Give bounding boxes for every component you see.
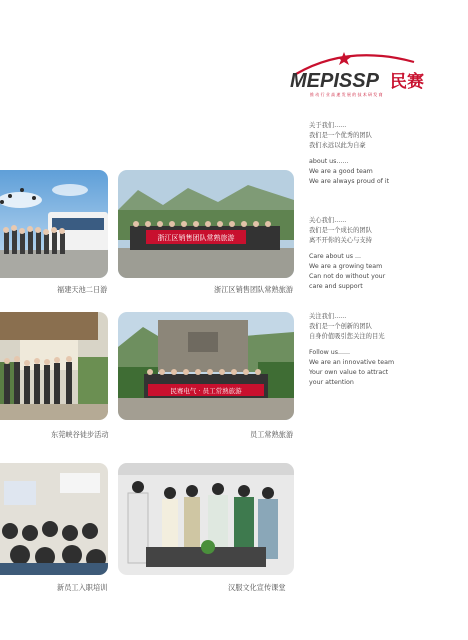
logo-tagline: 推 动 行 业 高 速 发 展 的 技 术 研 发 商 (310, 92, 383, 97)
block-line-cn: 离不开你的关心与支持 (309, 237, 372, 244)
block-line-en: your attention (309, 379, 354, 386)
block-line-en: We are an innovative team (309, 359, 395, 366)
block-line-en: We are a growing team (309, 263, 383, 270)
block-line-cn: 关注我们...... (309, 313, 347, 320)
caption-zhejiang-team: 浙江区销售团队常熟旅游 (214, 285, 294, 294)
follow-us-block (309, 312, 459, 388)
about-us-block (309, 121, 459, 187)
company-logo (288, 50, 438, 104)
caption-canyon-hike: 东莞峡谷徒步活动 (51, 430, 109, 439)
logo-wordmark: MEPISSP (290, 70, 379, 92)
block-line-cn: 我们永远以此为自豪 (309, 142, 366, 149)
photo-fujian-trip (0, 170, 108, 278)
block-line-en: care and support (309, 283, 363, 290)
caption-new-staff-training: 新员工入职培训 (57, 583, 108, 592)
block-line-cn: 我们是一个成长的团队 (309, 227, 372, 234)
block-line-en: Your own value to attract (309, 369, 389, 376)
block-line-en: We are always proud of it (309, 178, 390, 185)
block-line-en: about us...... (309, 158, 349, 165)
caption-fujian-trip: 福建天池二日游 (57, 285, 108, 294)
photo-zhejiang-team (118, 170, 294, 278)
block-line-cn: 关心我们...... (309, 217, 347, 224)
photo-staff-trip (118, 312, 294, 420)
caption-hanfu-class: 汉服文化宣传课堂 (228, 583, 286, 592)
block-line-en: Can not do without your (309, 273, 386, 280)
photo-hanfu-class (118, 463, 294, 575)
banner-zhejiang: 浙江区销售团队常熟旅游 (157, 234, 235, 242)
block-line-cn: 我们是一个创新的团队 (309, 323, 372, 330)
photo-canyon-hike (0, 312, 108, 420)
banner-staff-trip: 民赛电气 · 员工常熟旅游 (170, 387, 242, 395)
block-line-en: Care about us ... (309, 253, 362, 260)
logo-chinese: 民赛 (390, 72, 424, 92)
block-line-cn: 我们是一个优秀的团队 (309, 132, 372, 139)
block-line-cn: 关于我们...... (309, 122, 347, 129)
block-line-en: We are a good team (309, 168, 373, 175)
caption-staff-trip: 员工常熟旅游 (250, 430, 294, 439)
photo-new-staff-training (0, 463, 108, 575)
block-line-cn: 自身价值吸引您关注的目光 (309, 333, 385, 340)
block-line-en: Follow us...... (309, 349, 351, 356)
care-about-us-block (309, 216, 459, 292)
